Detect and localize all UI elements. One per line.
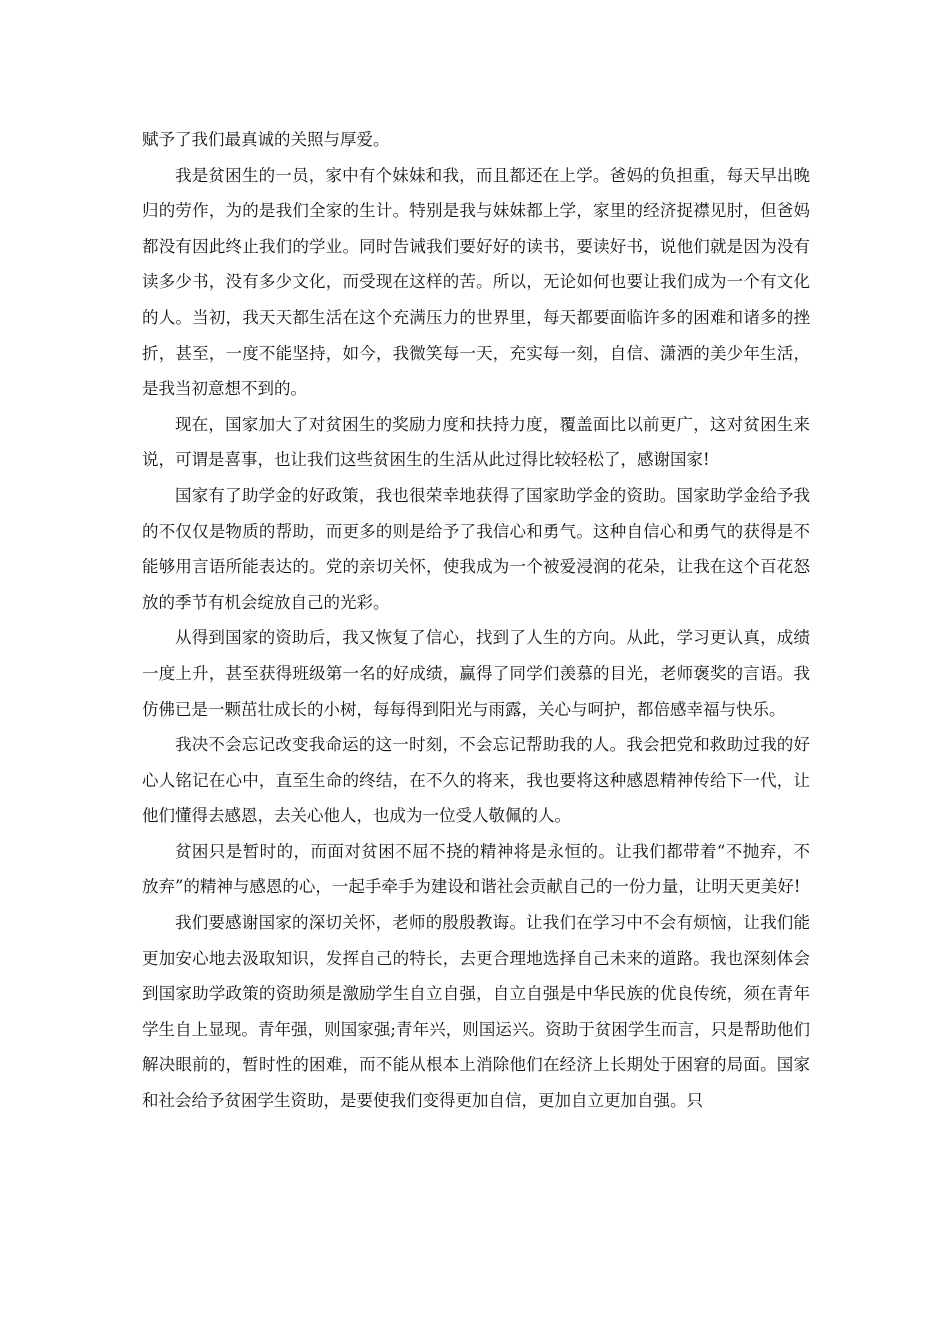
paragraph-continuation: 赋予了我们最真诚的关照与厚爱。: [142, 130, 390, 149]
paragraph-regained-confidence: 从得到国家的资助后，我又恢复了信心，找到了人生的方向。从此，学习更认真，成绩一度上升，甚至获得班级第一名的好成绩，赢得了同学们羡慕的目光，老师褒奖的言语。我仿佛已是一颗茁壮成长的小树，每每得到阳光与雨露，关心与呵护，都倍感幸福与快乐。: [142, 628, 810, 719]
document-body: [142, 122, 810, 1119]
paragraph-perseverance: 贫困只是暂时的，而面对贫困不屈不挠的精神将是永恒的。让我们都带着“不抛弃，不放弃”的精神与感恩的心，一起手牵手为建设和谐社会贡献自己的一份力量，让明天更美好!: [142, 841, 810, 897]
paragraph-national-support: 现在，国家加大了对贫困生的奖励力度和扶持力度，覆盖面比以前更广，这对贫困生来说，可谓是喜事，也让我们这些贫困生的生活从此过得比较轻松了，感谢国家!: [142, 414, 810, 470]
paragraph-family-situation: 我是贫困生的一员，家中有个妹妹和我，而且都还在上学。爸妈的负担重，每天早出晚归的劳作，为的是我们全家的生计。特别是我与妹妹都上学，家里的经济捉襟见肘，但爸妈都没有因此终止我们的学业。同时告诫我们要好好的读书，要读好书，说他们就是因为没有读多少书，没有多少文化，而受现在这样的苦。所以，无论如何也要让我们成为一个有文化的人。当初，我天天都生活在这个充满压力的世界里，每天都要面临许多的困难和诸多的挫折，甚至，一度不能坚持，如今，我微笑每一天，充实每一刻，自信、潇洒的美少年生活，是我当初意想不到的。: [142, 165, 810, 399]
paragraph-self-reliance: 我们要感谢国家的深切关怀，老师的殷殷教诲。让我们在学习中不会有烦恼，让我们能更加安心地去汲取知识，发挥自己的特长，去更合理地选择自己未来的道路。我也深刻体会到国家助学政策的资助须是激励学生自立自强，自立自强是中华民族的优良传统，须在青年学生自上显现。青年强，则国家强;青年兴，则国运兴。资助于贫困学生而言，只是帮助他们解决眼前的，暂时性的困难，而不能从根本上消除他们在经济上长期处于困窘的局面。国家和社会给予贫困学生资助，是要使我们变得更加自信，更加自立更加自强。只: [142, 913, 810, 1111]
paragraph-grant-policy: 国家有了助学金的好政策，我也很荣幸地获得了国家助学金的资助。国家助学金给予我的不仅仅是物质的帮助，而更多的则是给予了我信心和勇气。这种自信心和勇气的获得是不能够用言语所能表达的。党的亲切关怀，使我成为一个被爱浸润的花朵，让我在这个百花怒放的季节有机会绽放自己的光彩。: [142, 485, 810, 612]
paragraph-gratitude: 我决不会忘记改变我命运的这一时刻，不会忘记帮助我的人。我会把党和救助过我的好心人铭记在心中，直至生命的终结，在不久的将来，我也要将这种感恩精神传给下一代，让他们懂得去感恩，去关心他人，也成为一位受人敬佩的人。: [142, 735, 810, 826]
